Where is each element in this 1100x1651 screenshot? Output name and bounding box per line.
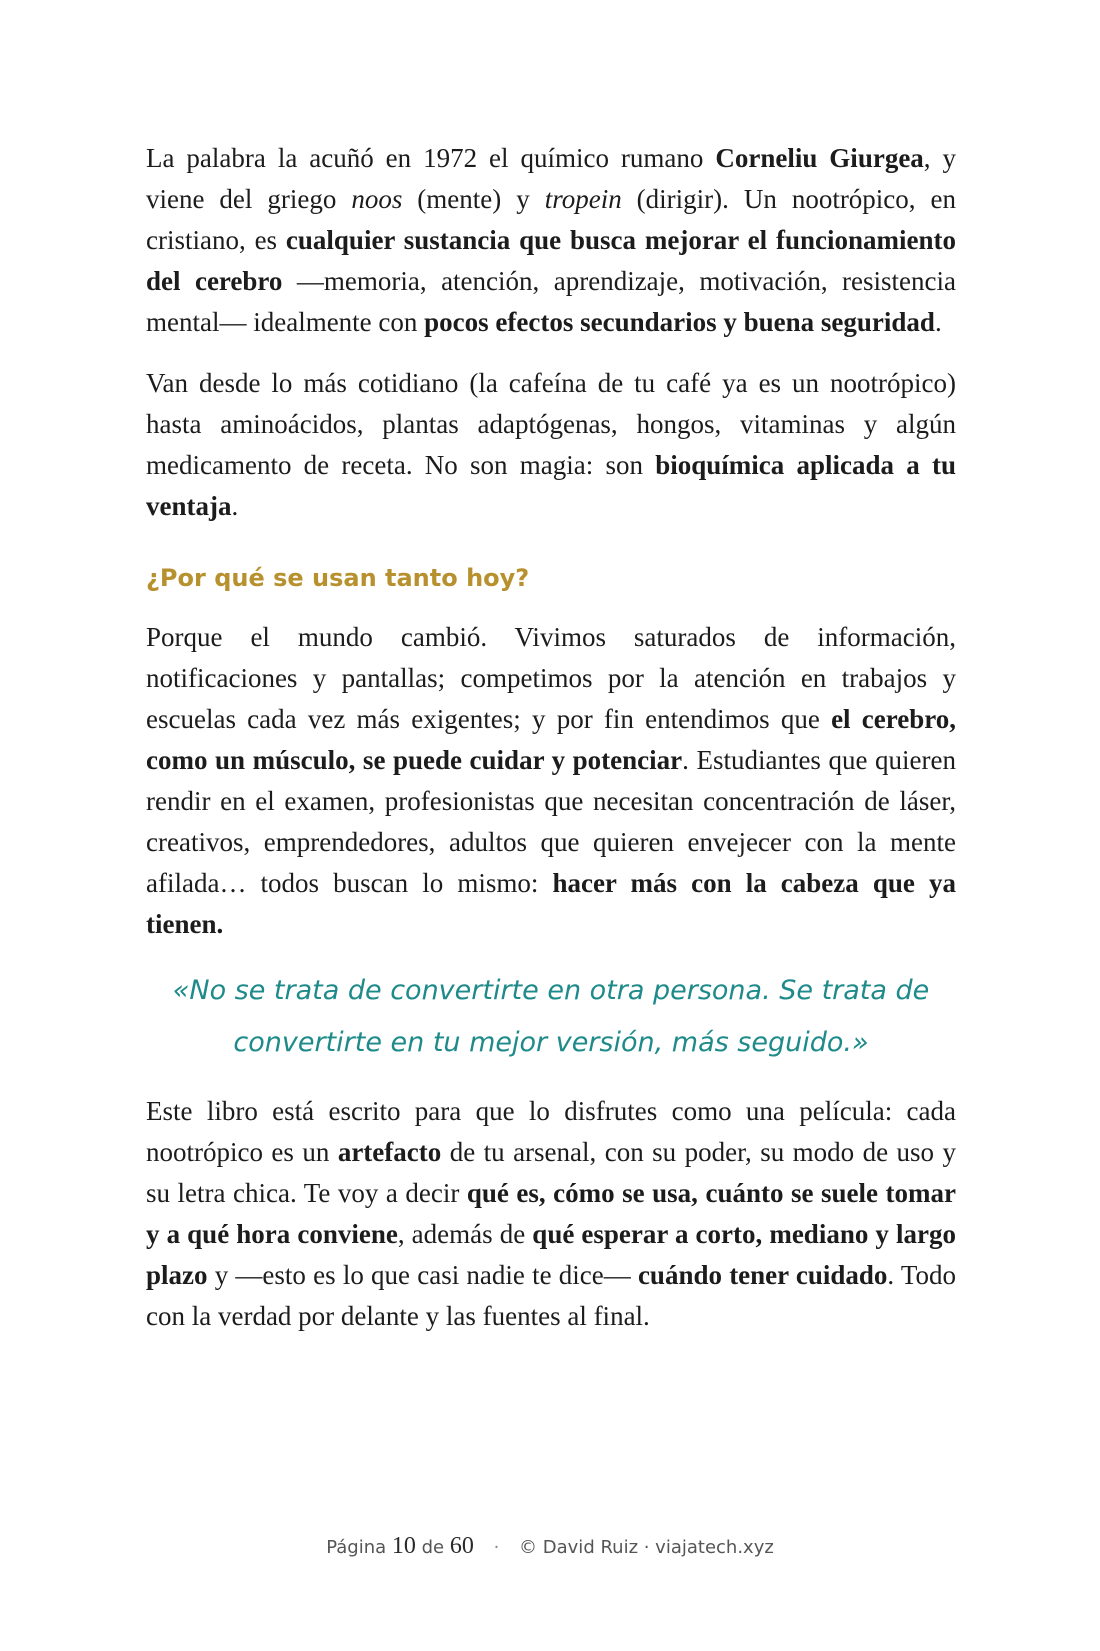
text-run: , además de	[397, 1219, 533, 1249]
bold-text: pocos efectos secundarios y buena seguridad	[424, 307, 935, 337]
bold-text: Corneliu Giurgea	[715, 143, 924, 173]
bold-text: artefacto	[337, 1137, 442, 1167]
text-run: , y viene del griego	[146, 143, 956, 214]
bold-text: qué esperar a corto, mediano y largo plazo	[146, 1219, 956, 1290]
footer-page-label: Página	[326, 1537, 387, 1558]
pull-quote-line-1: «No se trata de convertirte en otra persona. Se trata de	[172, 975, 930, 1006]
page-content	[146, 138, 956, 1357]
footer-separator: ·	[493, 1537, 500, 1558]
bold-text: cuándo tener cuidado	[637, 1260, 888, 1290]
pull-quote	[146, 965, 956, 1069]
italic-text: noos	[351, 184, 403, 214]
bold-text: cualquier sustancia que busca mejorar el funcionamiento del cerebro	[146, 225, 956, 296]
paragraph-origin	[146, 138, 956, 343]
paragraph-examples	[146, 363, 956, 527]
text-run: de tu arsenal, con su poder, su modo de uso y su letra chica. Te voy a decir	[146, 1137, 956, 1208]
bold-text: hacer más con la cabeza que ya tienen.	[146, 868, 956, 939]
footer-total-pages: 60	[449, 1533, 474, 1559]
text-run: .	[231, 491, 239, 521]
text-run: y —esto es lo que casi nadie te dice—	[207, 1260, 638, 1290]
footer-of-label: de	[421, 1537, 445, 1558]
text-run: —memoria, atención, aprendizaje, motivación, resistencia mental— idealmente con	[146, 266, 956, 337]
text-run: (mente) y	[402, 184, 545, 214]
paragraph-book-purpose	[146, 1091, 956, 1337]
text-run: Van desde lo más cotidiano (la cafeína de tu café ya es un nootrópico) hasta aminoácidos, plantas adaptógenas, hongos, vitaminas y algún medicamento de receta. No son magia: son	[146, 368, 956, 480]
pull-quote-line-2: convertirte en tu mejor versión, más seguido.»	[233, 1027, 869, 1058]
text-run: Porque el mundo cambió. Vivimos saturados de información, notificaciones y pantallas; competimos por la atención en trabajos y escuelas cada vez más exigentes; y por fin entendimos que	[146, 622, 956, 734]
section-heading: ¿Por qué se usan tanto hoy?	[146, 564, 530, 592]
italic-text: tropein	[544, 184, 622, 214]
text-run: . Todo con la verdad por delante y las fuentes al final.	[146, 1260, 956, 1331]
footer-page-number: 10	[391, 1533, 416, 1559]
bold-text: el cerebro, como un músculo, se puede cuidar y potenciar	[146, 704, 956, 775]
footer-credit: © David Ruiz · viajatech.xyz	[519, 1537, 774, 1558]
bold-text: bioquímica aplicada a tu ventaja	[146, 450, 956, 521]
paragraph-reasons	[146, 617, 956, 945]
text-run: . Estudiantes que quieren rendir en el examen, profesionistas que necesitan concentración de láser, creativos, emprendedores, adultos que quieren envejecer con la mente afilada… todos buscan lo mismo:	[146, 745, 956, 898]
text-run: Este libro está escrito para que lo disfrutes como una película: cada nootrópico es un	[146, 1096, 956, 1167]
page-footer	[0, 1533, 1100, 1560]
text-run: (dirigir). Un nootrópico, en cristiano, es	[146, 184, 956, 255]
text-run: .	[934, 307, 942, 337]
text-run: La palabra la acuñó en 1972 el químico rumano	[146, 143, 716, 173]
bold-text: qué es, cómo se usa, cuánto se suele tomar y a qué hora conviene	[146, 1178, 956, 1249]
